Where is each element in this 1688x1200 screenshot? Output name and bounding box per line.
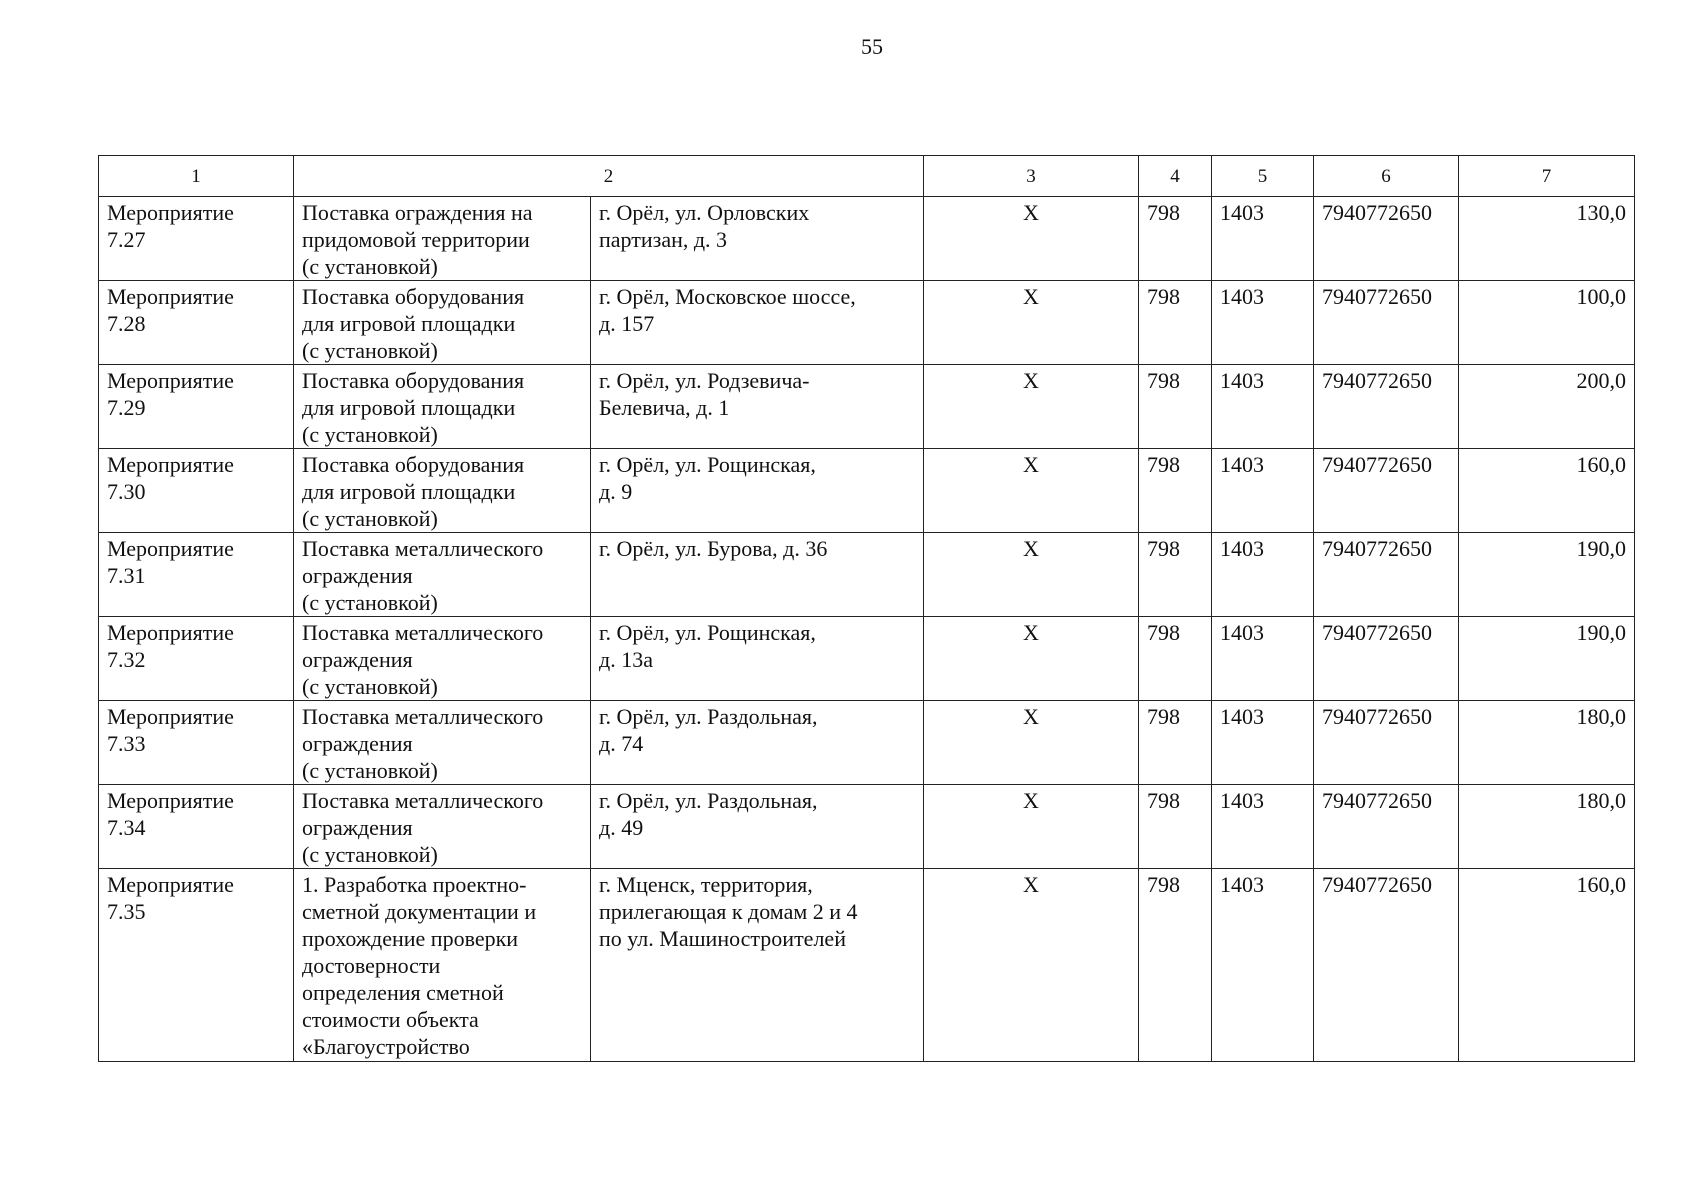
table-row	[99, 449, 1635, 533]
column-6-cell: 7940772650	[1314, 365, 1459, 449]
address-cell: г. Орёл, Московское шоссе, д. 157	[591, 281, 924, 365]
column-6-cell: 7940772650	[1314, 197, 1459, 281]
description-cell: Поставка оборудования для игровой площадки (с установкой)	[294, 365, 591, 449]
column-4-cell: 798	[1139, 281, 1212, 365]
column-7-cell: 100,0	[1459, 281, 1635, 365]
description-cell: Поставка оборудования для игровой площадки (с установкой)	[294, 281, 591, 365]
column-7-cell: 160,0	[1459, 869, 1635, 1062]
address-cell: г. Орёл, ул. Рощинская, д. 13а	[591, 617, 924, 701]
table-row	[99, 533, 1635, 617]
column-4-cell: 798	[1139, 197, 1212, 281]
column-5-cell: 1403	[1212, 785, 1314, 869]
header-cell-3: 3	[924, 156, 1139, 197]
column-7-cell: 160,0	[1459, 449, 1635, 533]
column-5-cell: 1403	[1212, 449, 1314, 533]
event-cell: Мероприятие 7.31	[99, 533, 294, 617]
event-cell: Мероприятие 7.30	[99, 449, 294, 533]
event-cell: Мероприятие 7.27	[99, 197, 294, 281]
column-3-cell: X	[924, 281, 1139, 365]
column-6-cell: 7940772650	[1314, 449, 1459, 533]
column-5-cell: 1403	[1212, 365, 1314, 449]
column-5-cell: 1403	[1212, 869, 1314, 1062]
budget-table	[98, 155, 1635, 1062]
description-cell: Поставка оборудования для игровой площадки (с установкой)	[294, 449, 591, 533]
column-4-cell: 798	[1139, 449, 1212, 533]
column-4-cell: 798	[1139, 785, 1212, 869]
column-7-cell: 190,0	[1459, 617, 1635, 701]
table-row	[99, 197, 1635, 281]
address-cell: г. Орёл, ул. Орловских партизан, д. 3	[591, 197, 924, 281]
column-3-cell: X	[924, 869, 1139, 1062]
description-cell: 1. Разработка проектно- сметной документации и прохождение проверки достоверности определения сметной стоимости объекта «Благоустройство	[294, 869, 591, 1062]
table-row	[99, 281, 1635, 365]
address-cell: г. Орёл, ул. Родзевича- Белевича, д. 1	[591, 365, 924, 449]
column-4-cell: 798	[1139, 365, 1212, 449]
header-cell-5: 5	[1212, 156, 1314, 197]
column-6-cell: 7940772650	[1314, 869, 1459, 1062]
column-5-cell: 1403	[1212, 701, 1314, 785]
column-3-cell: X	[924, 449, 1139, 533]
column-4-cell: 798	[1139, 701, 1212, 785]
column-7-cell: 180,0	[1459, 701, 1635, 785]
address-cell: г. Мценск, территория, прилегающая к домам 2 и 4 по ул. Машиностроителей	[591, 869, 924, 1062]
column-6-cell: 7940772650	[1314, 617, 1459, 701]
column-6-cell: 7940772650	[1314, 281, 1459, 365]
header-cell-2: 2	[294, 156, 924, 197]
column-4-cell: 798	[1139, 533, 1212, 617]
column-5-cell: 1403	[1212, 617, 1314, 701]
description-cell: Поставка ограждения на придомовой территории (с установкой)	[294, 197, 591, 281]
description-cell: Поставка металлического ограждения (с установкой)	[294, 785, 591, 869]
table-row	[99, 869, 1635, 1062]
column-7-cell: 200,0	[1459, 365, 1635, 449]
column-7-cell: 130,0	[1459, 197, 1635, 281]
page-number: 55	[861, 34, 883, 59]
table-header-row	[99, 156, 1635, 197]
column-3-cell: X	[924, 197, 1139, 281]
description-cell: Поставка металлического ограждения (с установкой)	[294, 701, 591, 785]
header-cell-1: 1	[99, 156, 294, 197]
column-3-cell: X	[924, 701, 1139, 785]
column-7-cell: 190,0	[1459, 533, 1635, 617]
column-6-cell: 7940772650	[1314, 533, 1459, 617]
column-5-cell: 1403	[1212, 533, 1314, 617]
table-row	[99, 701, 1635, 785]
address-cell: г. Орёл, ул. Бурова, д. 36	[591, 533, 924, 617]
address-cell: г. Орёл, ул. Раздольная, д. 49	[591, 785, 924, 869]
table-row	[99, 365, 1635, 449]
column-6-cell: 7940772650	[1314, 701, 1459, 785]
description-cell: Поставка металлического ограждения (с установкой)	[294, 533, 591, 617]
description-cell: Поставка металлического ограждения (с установкой)	[294, 617, 591, 701]
column-4-cell: 798	[1139, 617, 1212, 701]
event-cell: Мероприятие 7.32	[99, 617, 294, 701]
column-5-cell: 1403	[1212, 197, 1314, 281]
event-cell: Мероприятие 7.29	[99, 365, 294, 449]
column-5-cell: 1403	[1212, 281, 1314, 365]
column-3-cell: X	[924, 533, 1139, 617]
address-cell: г. Орёл, ул. Рощинская, д. 9	[591, 449, 924, 533]
column-6-cell: 7940772650	[1314, 785, 1459, 869]
event-cell: Мероприятие 7.33	[99, 701, 294, 785]
event-cell: Мероприятие 7.28	[99, 281, 294, 365]
header-cell-7: 7	[1459, 156, 1635, 197]
table-row	[99, 617, 1635, 701]
address-cell: г. Орёл, ул. Раздольная, д. 74	[591, 701, 924, 785]
column-3-cell: X	[924, 617, 1139, 701]
table-row	[99, 785, 1635, 869]
header-cell-4: 4	[1139, 156, 1212, 197]
event-cell: Мероприятие 7.35	[99, 869, 294, 1062]
header-cell-6: 6	[1314, 156, 1459, 197]
event-cell: Мероприятие 7.34	[99, 785, 294, 869]
column-3-cell: X	[924, 785, 1139, 869]
column-4-cell: 798	[1139, 869, 1212, 1062]
column-3-cell: X	[924, 365, 1139, 449]
column-7-cell: 180,0	[1459, 785, 1635, 869]
